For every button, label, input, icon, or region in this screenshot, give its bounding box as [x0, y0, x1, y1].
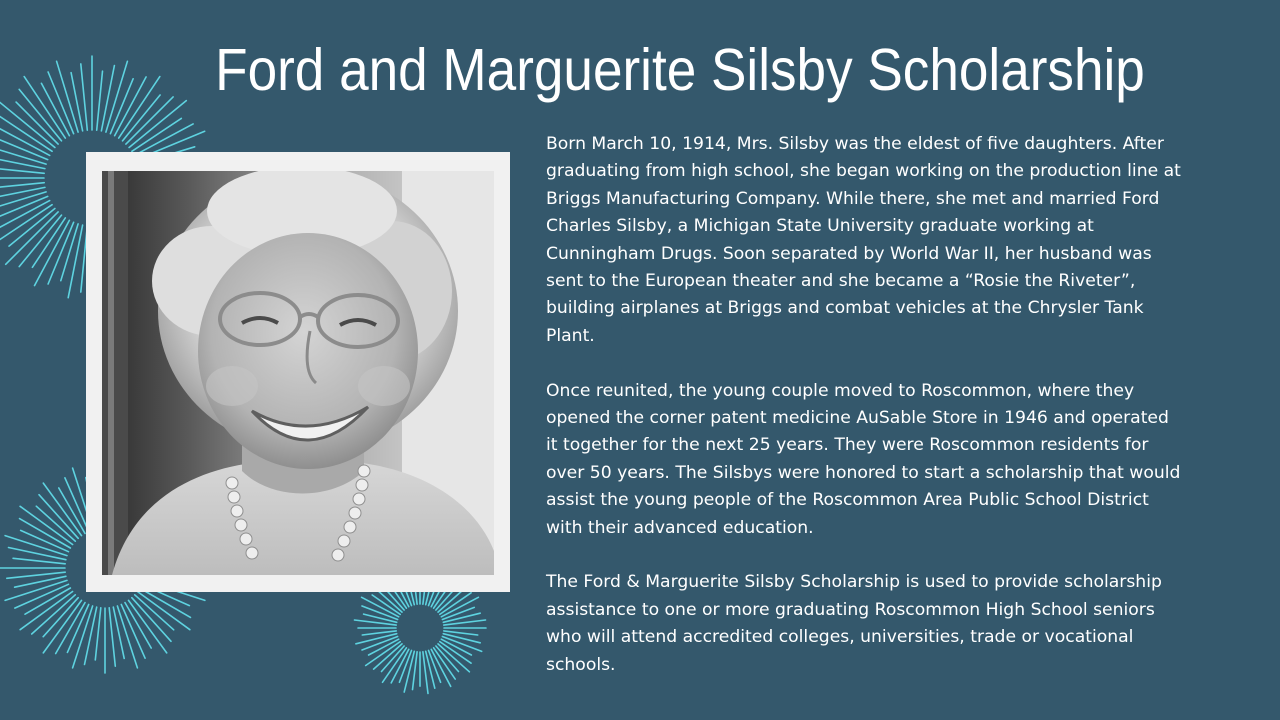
slide-title: Ford and Marguerite Silsby Scholarship: [215, 37, 1145, 103]
biography-paragraph-1: Born March 10, 1914, Mrs. Silsby was the eldest of five daughters. After graduating from high school, she began working on the production line at Briggs Manufacturing Company. While there, she met and married Ford Charles Silsby, a Michigan State University graduate working at Cunningham Drugs. Soon separated by World War II, her husband was sent to the European theater and she became a “Rosie the Riveter”, building airplanes at Briggs and combat vehicles at the Chrysler Tank Plant.: [546, 134, 1181, 346]
biography-paragraph-2: Once reunited, the young couple moved to Roscommon, where they opened the corner patent medicine AuSable Store in 1946 and operated it together for the next 25 years. They were Roscommon residents for over 50 years. The Silsbys were honored to start a scholarship that would assist the young people of the Roscommon Area Public School District with their advanced education.: [546, 380, 1181, 538]
portrait-photo: [102, 171, 494, 575]
portrait-frame: [86, 152, 510, 592]
scholarship-description: The Ford & Marguerite Silsby Scholarship is used to provide scholarship assistance to one or more graduating Roscommon High School seniors who will attend accredited colleges, universities, trade or vocational schools.: [546, 572, 1162, 675]
biography-text: [546, 131, 1236, 706]
